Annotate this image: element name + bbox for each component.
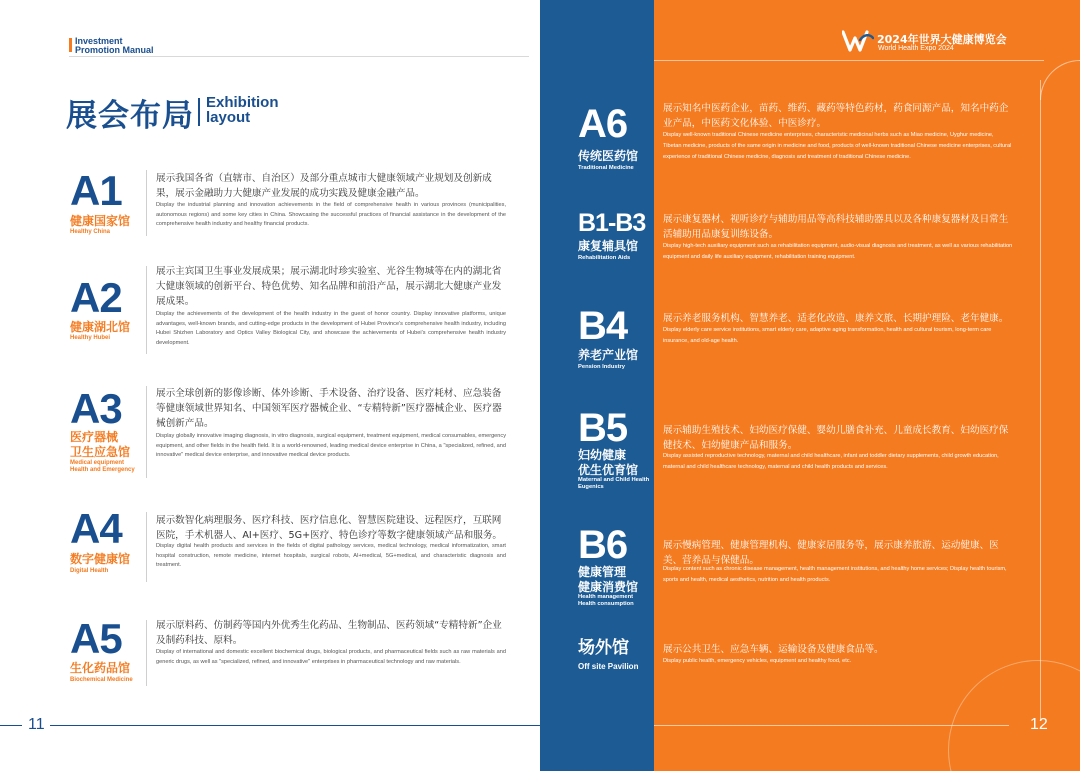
header-line-right [654, 60, 1044, 61]
hall-divider [146, 170, 147, 236]
hall-name-cn: 健康国家馆 [70, 214, 131, 228]
hall-code: B4 [578, 304, 628, 348]
manual-title [75, 37, 154, 55]
hall-name-en: Traditional Medicine [578, 165, 634, 171]
expo-name-cn: 2024年世界大健康博览会 [877, 33, 1007, 46]
hall-code: A6 [578, 102, 628, 146]
hall-name-cn: 康复辅具馆 [578, 239, 639, 253]
hall-desc-en: Display public health, emergency vehicles, equipment and healthy food, etc. [663, 658, 852, 664]
hall-desc-cn: 展示原料药、仿制药等国内外优秀生化药品、生物制品、医药领域“专精特新”企业及制药科技、原料。 [156, 620, 502, 646]
hall-desc-cn: 展示辅助生殖技术、妇幼医疗保健、婴幼儿膳食补充、儿童成长教育、妇幼医疗保健技术、妇幼健康产品和服务。 [663, 425, 1009, 451]
page-number-left: 11 [28, 716, 45, 733]
hall-code: A4 [70, 505, 122, 552]
hall-desc-en: Display digital health products and services in the fields of digital pathology services, medical technology, medical informatization, smart hospital construction, remote medicine, internet hospitals, surgical robots, AI+medical, 5G+medical, and characteristic diagnosis and treatment. [156, 543, 506, 569]
hall-desc-cn: 展示慢病管理、健康管理机构、健康家居服务等，展示康养旅游、运动健康、医美、营养品与保健品。 [663, 540, 999, 566]
hall-name-en: Medical equipment Health and Emergency [70, 460, 135, 473]
hall-desc-cn: 展示主宾国卫生事业发展成果；展示湖北时珍实验室、光谷生物城等在内的湖北省大健康领域的创新平台、特色优势、知名品牌和前沿产品，展示湖北大健康产业发展成果。 [156, 266, 502, 307]
hall-name-cn [578, 448, 638, 478]
hall-name-en: Health management Health consumption [578, 594, 634, 607]
hall-desc-en: Display globally innovative imaging diagnosis, in vitro diagnosis, surgical equipment, treatment equipment, medical consumables, emergency equipment, and other fields in the health field. It is a world-renowned, leading medical device enterprise in China, a "specialized, refined, and innovative" medical device enterprise, and innovative medical device products. [156, 433, 506, 459]
hall-desc-cn: 展示公共卫生、应急车辆、运输设备及健康食品等。 [663, 644, 884, 655]
hall-desc-en: Display the industrial planning and innovation achievements in the field of comprehensive health in various provinces (municipalities, autonomous regions) and some key cities in China. Showcasing the successful practices of financial assistance in the development of the comprehensive health industry and healthy financial products. [156, 202, 506, 228]
page-title-en-line1: Exhibition [206, 94, 279, 111]
hall-name-en: Maternal and Child Health Eugenics [578, 477, 650, 490]
hall-divider [146, 386, 147, 478]
hall-desc-en: Display of international and domestic excellent biochemical drugs, biological products, and pharmaceutical fields such as raw materials and generic drugs, as well as "specialized, refined, and innovative" enterprises in pharmaceutical technology and raw materials. [156, 649, 506, 665]
hall-desc-en: Display the achievements of the development of the health industry in the guest of honor country. Display innovative platforms, unique advantages, well-known brands, and cutting-edge products in the development of Hubei Province's comprehensive health industry, including Hubei Shizhen Laboratory and Optics Valley Biological City, and showcase the achievements of Hubei's comprehensive health industry development. [156, 311, 506, 346]
hall-desc-cn: 展示养老服务机构、智慧养老、适老化改造、康养文旅、长期护理险、老年健康。 [663, 313, 1009, 324]
hall-name-cn-line2: 优生优育馆 [578, 463, 639, 477]
hall-name-cn [70, 430, 130, 460]
page-number-right: 12 [1030, 716, 1048, 733]
hall-name-cn-line2: 健康消费馆 [578, 580, 639, 594]
hall-code: B6 [578, 523, 628, 567]
hall-code: A1 [70, 167, 122, 214]
manual-title-line2: Promotion Manual [75, 45, 154, 55]
hall-code: B1-B3 [578, 209, 646, 237]
hall-code: B5 [578, 406, 628, 450]
hall-name-cn-line1: 医疗器械 [70, 430, 119, 444]
hall-name-en: Biochemical Medicine [70, 677, 133, 683]
hall-desc-cn: 展示全球创新的影像诊断、体外诊断、手术设备、治疗设备、医疗耗材、应急装备等健康领域世界知名、中国领军医疗器械企业、“专精特新”医疗器械企业、医疗器械创新产品。 [156, 388, 502, 429]
page-title-en [206, 95, 279, 125]
hall-desc-en: Display well-known traditional Chinese medicine enterprises, characteristic medicinal herbs such as Miao medicine, Uyghur medicine, Tibetan medicine, products of the same origin in medicine and food, products of well-known traditional Chinese medicine enterprises, cultural experience of traditional Chinese medicine, diagnosis and treatment of traditional Chinese medicine. [663, 132, 1012, 160]
hall-divider [146, 512, 147, 582]
hall-name-cn: 场外馆 [578, 638, 629, 658]
hall-desc-cn: 展示数智化病理服务、医疗科技、医疗信息化、智慧医院建设、远程医疗，互联网医院，手术机器人、AI+医疗、5G+医疗、特色诊疗等数字健康领域产品和服务。 [156, 515, 503, 541]
footer-line-right [654, 725, 1009, 726]
hall-name-en: Digital Health [70, 568, 109, 574]
hall-name-cn-line1: 妇幼健康 [578, 448, 627, 462]
hall-name-cn-line1: 健康管理 [578, 565, 627, 579]
page-title-en-line2: layout [206, 109, 251, 126]
hall-name-en: Healthy China [70, 229, 111, 235]
hall-desc-cn: 展示康复器材、视听诊疗与辅助用品等高科技辅助器具以及各种康复器材及日常生活辅助用品康复训练设备。 [663, 214, 1009, 240]
title-divider [198, 98, 200, 126]
hall-desc-en: Display content such as chronic disease management, health management institutions, and healthy home services; Display health tourism, sports and health, medical aesthetics, nutrition and health products. [663, 566, 1007, 583]
hall-desc-en: Display assisted reproductive technology, maternal and child healthcare, infant and toddler dietary supplements, child growth education, maternal and child healthcare technology, maternal and child health products and services. [663, 453, 999, 470]
header-divider [69, 56, 529, 57]
hall-name-cn: 传统医药馆 [578, 149, 639, 163]
hall-code: A3 [70, 385, 122, 432]
wh-logo-icon [842, 30, 874, 52]
hall-name-cn-line2: 卫生应急馆 [70, 445, 131, 459]
right-edge-line [1040, 80, 1041, 720]
hall-desc-en: Display elderly care service institutions, smart elderly care, adaptive aging transformation, health and cultural tourism, long-term care insurance, and old-age health. [663, 327, 992, 344]
page-number-tick [0, 725, 22, 726]
hall-name-en: Healthy Hubei [70, 335, 111, 341]
hall-code: A2 [70, 274, 122, 321]
hall-desc-cn: 展示我国各省（直辖市、自治区）及部分重点城市大健康领域产业规划及创新成果，展示金融助力大健康产业发展的成功实践及健康金融产品。 [156, 173, 492, 199]
hall-name-cn: 养老产业馆 [578, 348, 639, 362]
hall-name-cn: 健康湖北馆 [70, 320, 131, 334]
hall-name-cn [578, 565, 638, 595]
manual-title-line1: Investment [75, 36, 123, 46]
header-accent-bar [69, 38, 72, 52]
hall-name-en: Rehabilitation Aids [578, 255, 631, 261]
footer-line-left [50, 725, 540, 726]
hall-name-en: Pension Industry [578, 364, 626, 370]
hall-desc-en: Display high-tech auxiliary equipment such as rehabilitation equipment, audio-visual diagnosis and treatment, as well as various rehabilitation equipment and daily life auxiliary equipment, rehabilitation training equipment. [663, 243, 1013, 260]
hall-name-cn: 数字健康馆 [70, 552, 131, 566]
page-title-cn: 展会布局 [66, 98, 194, 134]
hall-divider [146, 620, 147, 686]
hall-name-en: Off site Pavilion [578, 662, 639, 671]
hall-name-cn: 生化药品馆 [70, 661, 131, 675]
hall-code: A5 [70, 615, 122, 662]
hall-desc-cn: 展示知名中医药企业，苗药、维药、藏药等特色药材，药食同源产品，知名中药企业产品，中医药文化体验、中医诊疗。 [663, 103, 1009, 129]
expo-name-en: World Health Expo 2024 [878, 45, 954, 52]
hall-divider [146, 266, 147, 354]
